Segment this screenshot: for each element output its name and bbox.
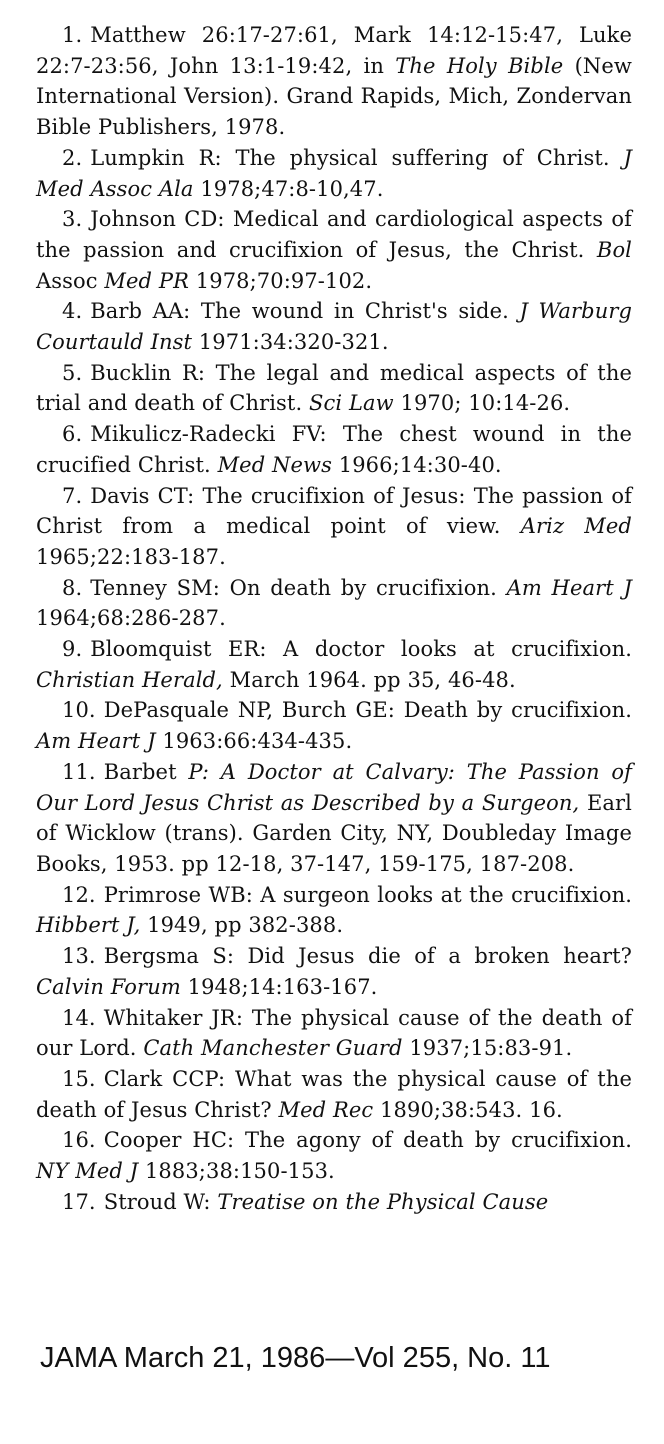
reference-number: 15. [62,1066,96,1091]
reference-text: (New International Version). Grand Rapids, Mich, Zondervan Bible Publishers, 1978. [36,53,632,140]
reference-text: Bloomquist ER: A doctor looks at crucifixion. [90,637,632,662]
reference-text: Stroud W: [103,1189,218,1214]
reference-text: 1978;70:97-102. [189,268,373,293]
reference-item [36,358,632,419]
reference-number: 3. [62,207,83,232]
reference-source: Med PR [104,268,189,293]
reference-text: Earl of Wicklow (trans). Garden City, NY, Doubleday Image Books, 1953. pp 12-18, 37-147, 159-175, 187-208. [36,790,632,876]
reference-source: Sci Law [309,391,394,416]
reference-text: Bergsma S: Did Jesus die of a broken heart? [103,944,632,969]
reference-text: Bucklin R: The legal and medical aspects of the trial and death of Christ. [36,360,632,416]
reference-text: Assoc [36,268,105,293]
reference-item [36,941,632,1002]
reference-number: 11. [62,759,96,784]
reference-number: 12. [62,882,96,907]
reference-source: Med Rec [278,1097,374,1122]
page-footer: JAMA March 21, 1986—Vol 255, No. 11 [40,1342,551,1374]
reference-number: 5. [62,360,83,385]
reference-text: 1971:34:320-321. [192,330,389,355]
reference-number: 9. [62,637,83,662]
reference-source: Bol [596,237,632,262]
reference-text: DePasquale NP, Burch GE: Death by crucifixion. [103,698,632,723]
reference-source: The Holy Bible [395,53,564,78]
reference-text: 1963:66:434-435. [155,729,353,754]
reference-item [36,1003,632,1064]
reference-source: J Med Assoc Ala [36,145,632,201]
reference-text: Primrose WB: A surgeon looks at the crucifixion. [103,882,632,907]
reference-item [36,880,632,941]
reference-item [36,1125,632,1186]
reference-text: Matthew 26:17-27:61, Mark 14:12-15:47, Luke 22:7-23:56, John 13:1-19:42, in [36,23,632,78]
reference-text: 1948;14:163-167. [180,974,378,999]
reference-text: 1883;38:150-153. [138,1159,335,1184]
reference-source: Hibbert J, [36,913,141,938]
reference-text: Whitaker JR: The physical cause of the death of our Lord. [36,1005,632,1061]
reference-source: Med News [217,452,332,477]
reference-text: 1937;15:83-91. [402,1036,573,1061]
reference-number: 6. [62,422,83,447]
reference-item [36,695,632,756]
reference-source: J Warburg Courtauld Inst [36,299,632,355]
reference-item [36,20,632,143]
reference-list [36,20,632,1217]
reference-number: 7. [62,483,83,508]
reference-text: 1970; 10:14-26. [393,391,571,416]
reference-source: Cath Manchester Guard [143,1036,403,1061]
reference-text: 1965;22:183-187. [36,544,226,569]
reference-item [36,757,632,880]
reference-item [36,204,632,296]
reference-text: Cooper HC: The agony of death by crucifixion. [103,1128,632,1153]
reference-number: 2. [62,145,83,170]
reference-number: 17. [62,1189,96,1214]
reference-text: Davis CT: The crucifixion of Jesus: The passion of Christ from a medical point of view. [36,483,632,539]
reference-number: 13. [62,944,96,969]
reference-source: P: A Doctor at Calvary: The Passion of Our Lord Jesus Christ as Described by a Surgeon, [36,759,632,815]
reference-number: 14. [62,1005,96,1030]
reference-item [36,481,632,573]
reference-source: Am Heart J [506,575,633,600]
reference-text: Lumpkin R: The physical suffering of Christ. [90,145,624,170]
reference-number: 10. [62,698,96,723]
reference-item [36,573,632,634]
reference-text: Clark CCP: What was the physical cause of the death of Jesus Christ? [36,1066,632,1122]
reference-text: 1964;68:286-287. [36,606,226,631]
reference-item [36,634,632,695]
reference-text: March 1964. pp 35, 46-48. [222,667,516,692]
reference-text: Tenney SM: On death by crucifixion. [90,575,507,600]
reference-source: Christian Herald, [36,667,223,692]
reference-item [36,419,632,480]
reference-text: 1890;38:543. 16. [373,1097,563,1122]
reference-item [36,1064,632,1125]
reference-source: Am Heart J [36,729,156,754]
reference-text: 1949, pp 382-388. [140,913,344,938]
reference-source: NY Med J [36,1159,139,1184]
reference-item [36,296,632,357]
reference-source: Treatise on the Physical Cause [217,1189,549,1214]
reference-text: Barbet [103,759,189,784]
reference-item [36,143,632,204]
reference-text: Barb AA: The wound in Christ's side. [90,299,520,324]
reference-source: Calvin Forum [36,974,181,999]
reference-source: Ariz Med [520,514,632,539]
reference-number: 16. [62,1128,96,1153]
reference-text: Mikulicz-Radecki FV: The chest wound in the crucified Christ. [36,422,632,477]
reference-text: 1978;47:8-10,47. [193,176,384,201]
reference-number: 4. [62,299,83,324]
reference-text: Johnson CD: Medical and cardiological aspects of the passion and crucifixion of Jesus, the Christ. [36,207,632,262]
reference-number: 8. [62,575,83,600]
reference-number: 1. [62,23,83,47]
reference-text: 1966;14:30-40. [331,452,502,477]
reference-item [36,1187,632,1218]
